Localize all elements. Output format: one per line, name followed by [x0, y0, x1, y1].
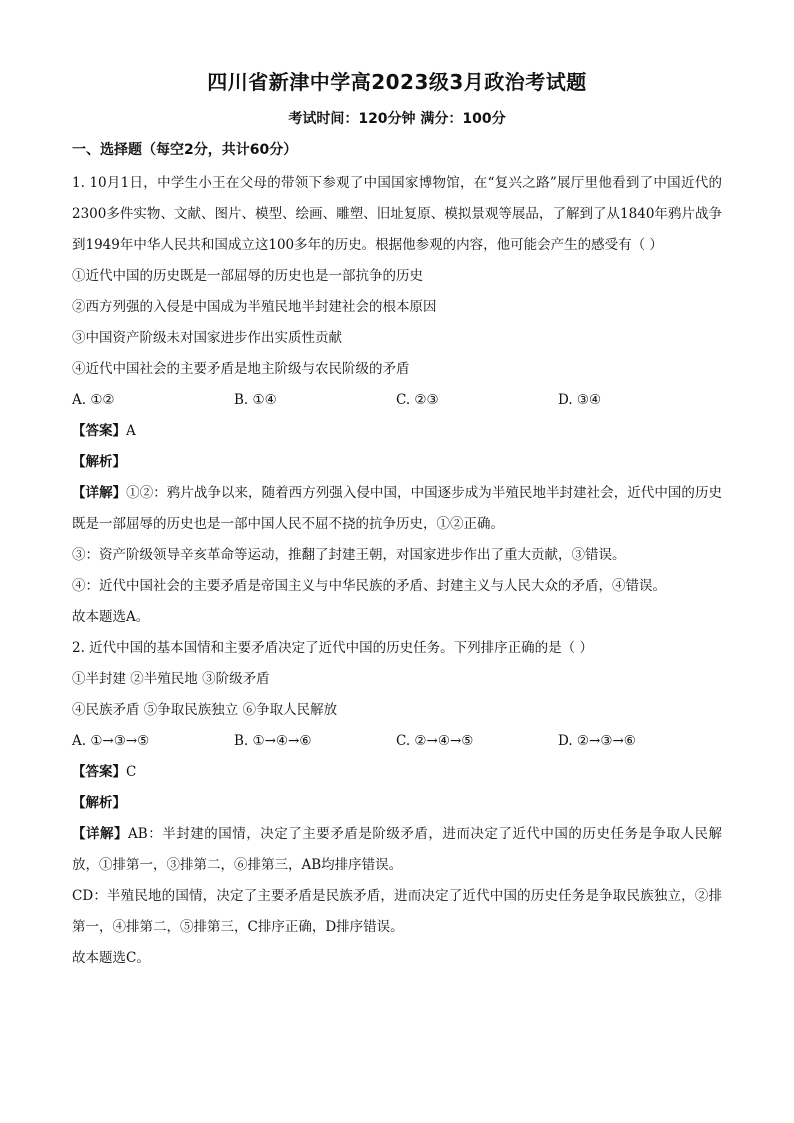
q1-detail-3: ④：近代中国社会的主要矛盾是帝国主义与中华民族的矛盾、封建主义与人民大众的矛盾，④错误。	[72, 578, 666, 594]
exam-info: 考试时间：120分钟 满分：100分	[288, 111, 506, 127]
q2-answer	[72, 757, 722, 788]
q2-option-d: D. ②→③→⑥	[558, 733, 636, 749]
q2-detail-2: CD：半殖民地的国情，决定了主要矛盾是民族矛盾，进而决定了近代中国的历史任务是争取民族独立，②排第一，④排第二，⑤排第三，C排序正确，D排序错误。	[72, 888, 722, 935]
q1-options	[72, 385, 722, 416]
q2-option-b: B. ①→④→⑥	[234, 733, 312, 749]
q2-options	[72, 726, 722, 757]
q1-answer	[72, 416, 722, 447]
q2-option-c: C. ②→④→⑤	[396, 733, 474, 749]
q1-detail-1	[72, 478, 722, 540]
q1-statement-3: ③中国资产阶级未对国家进步作出实质性贡献	[72, 330, 342, 346]
detail-text: ①②：鸦片战争以来，随着西方列强入侵中国，中国逐步成为半殖民地半封建社会，近代中国的历史既是一部屈辱的历史也是一部中国人民不屈不挠的抗争历史，①②正确。	[72, 485, 723, 532]
q1-option-c: C. ②③	[396, 392, 439, 408]
q1-statement-4: ④近代中国社会的主要矛盾是地主阶级与农民阶级的矛盾	[72, 361, 410, 377]
q2-option-a: A. ①→③→⑤	[72, 733, 150, 749]
page-title: 四川省新津中学高2023级3月政治考试题	[207, 70, 587, 94]
q1-analysis-tag: 【解析】	[72, 454, 126, 470]
q1-detail-2: ③：资产阶级领导辛亥革命等运动，推翻了封建王朝，对国家进步作出了重大贡献，③错误。	[72, 547, 626, 563]
detail-text: AB：半封建的国情，决定了主要矛盾是阶级矛盾，进而决定了近代中国的历史任务是争取人民解放，①排第一，③排第二，⑥排第三，AB均排序错误。	[72, 826, 722, 873]
q1-option-d: D. ③④	[558, 392, 602, 408]
question-2-stem: 2. 近代中国的基本国情和主要矛盾决定了近代中国的历史任务。下列排序正确的是（ ）	[72, 640, 593, 656]
detail-tag: 【详解】	[72, 826, 129, 842]
detail-tag: 【详解】	[72, 485, 127, 501]
q1-statement-1: ①近代中国的历史既是一部屈辱的历史也是一部抗争的历史	[72, 268, 423, 284]
question-list	[72, 168, 722, 974]
q2-conclusion: 故本题选C。	[72, 950, 150, 966]
section-heading: 一、选择题（每空2分，共计60分）	[72, 142, 298, 158]
q1-statement-2: ②西方列强的入侵是中国成为半殖民地半封建社会的根本原因	[72, 299, 437, 315]
answer-tag: 【答案】	[72, 764, 126, 780]
q2-analysis-tag: 【解析】	[72, 795, 126, 811]
q1-conclusion: 故本题选A。	[72, 609, 150, 625]
q1-option-b: B. ①④	[234, 392, 277, 408]
answer-value: A	[126, 423, 136, 439]
question-1-stem: 1. 10月1日，中学生小王在父母的带领下参观了中国国家博物馆，在“复兴之路”展厅里他看到了中国近代的2300多件实物、文献、图片、模型、绘画、雕塑、旧址复原、模拟景观等展品，了解到了从1840年鸦片战争到1949年中华人民共和国成立这100多年的历史。根据他参观的内容，他可能会产生的感受有（ ）	[72, 175, 722, 253]
q2-items-line-2: ④民族矛盾 ⑤争取民族独立 ⑥争取人民解放	[72, 702, 338, 718]
answer-tag: 【答案】	[72, 423, 126, 439]
q2-detail-1	[72, 819, 722, 881]
q2-items-line-1: ①半封建 ②半殖民地 ③阶级矛盾	[72, 671, 270, 687]
answer-value: C	[126, 764, 137, 780]
q1-option-a: A. ①②	[72, 392, 115, 408]
